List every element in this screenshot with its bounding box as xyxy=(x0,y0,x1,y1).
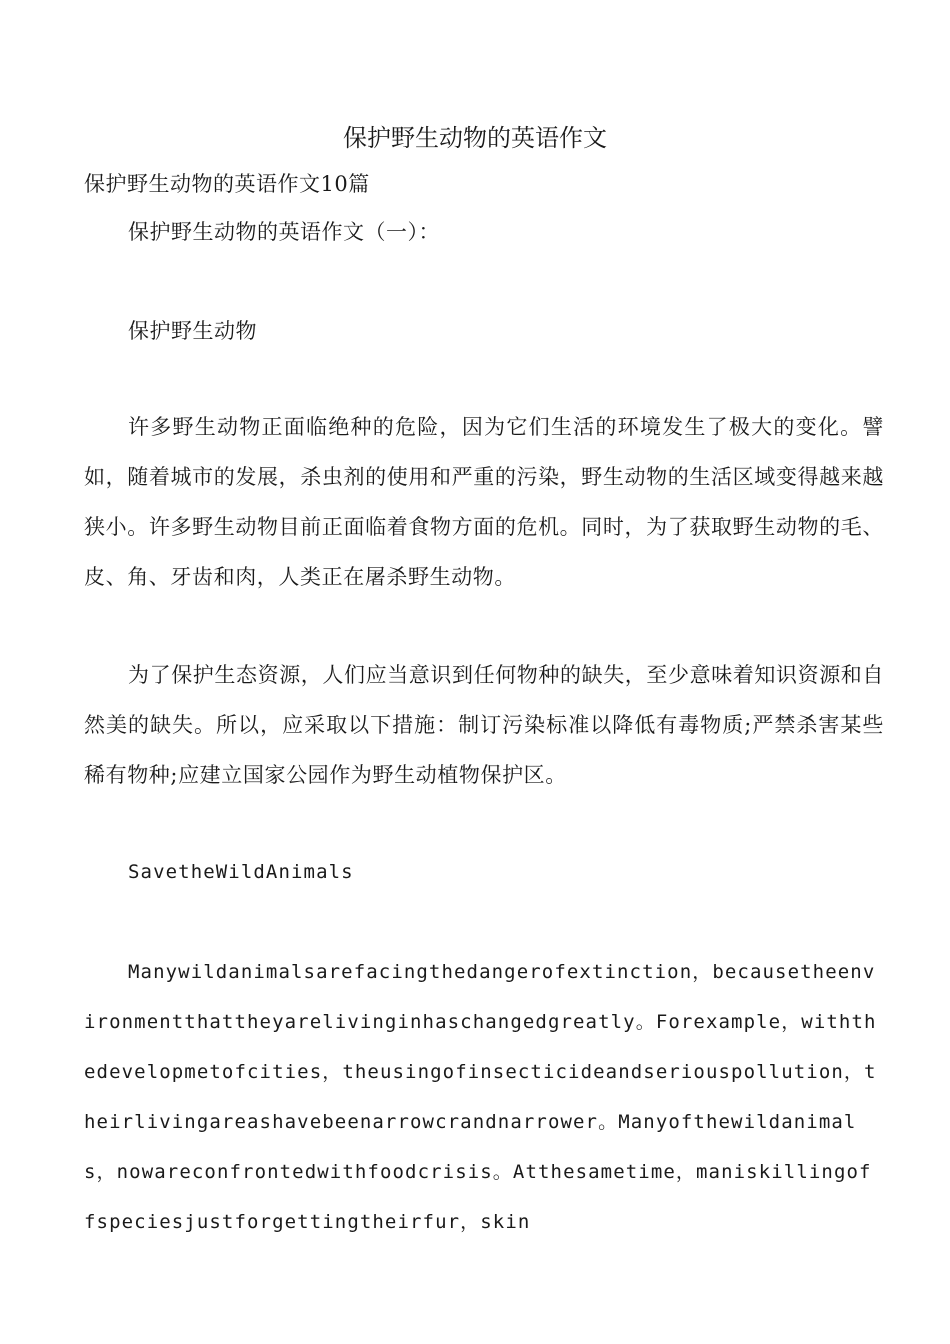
paragraph-cn-2: 为了保护生态资源，人们应当意识到任何物种的缺失，至少意味着知识资源和自然美的缺失。所以，应采取以下措施：制订污染标准以降低有毒物质;严禁杀害某些稀有物种;应建立国家公园作为野生动植物保护区。 xyxy=(84,663,884,787)
section-heading: 保护野生动物的英语作文（一）： xyxy=(128,220,440,244)
document-title: 保护野生动物的英语作文 xyxy=(343,124,607,152)
essay-title-en: SavetheWildAnimals xyxy=(128,861,354,883)
paragraph-en: Manywildanimalsarefacingthedangerofextinction，becausetheenvironmentthattheyarelivinginhaschangedgreatly。Forexample，withthedevelopmetofcities，theusingofinsecticideandseriouspollution，theirlivingareashavebeenarrowcrandnarrower。Manyofthewildanimals，nowareconfrontedwithfoodcrisis。Atthesametime，maniskillingoffspeciesjustforgettingtheirfur，skin xyxy=(84,961,877,1233)
paragraph-cn-1: 许多野生动物正面临绝种的危险，因为它们生活的环境发生了极大的变化。譬如，随着城市的发展，杀虫剂的使用和严重的污染，野生动物的生活区域变得越来越狭小。许多野生动物目前正面临着食物方面的危机。同时，为了获取野生动物的毛、皮、角、牙齿和肉，人类正在屠杀野生动物。 xyxy=(84,415,884,589)
essay-title-cn: 保护野生动物 xyxy=(128,319,257,343)
document-subtitle: 保护野生动物的英语作文10篇 xyxy=(84,172,370,196)
